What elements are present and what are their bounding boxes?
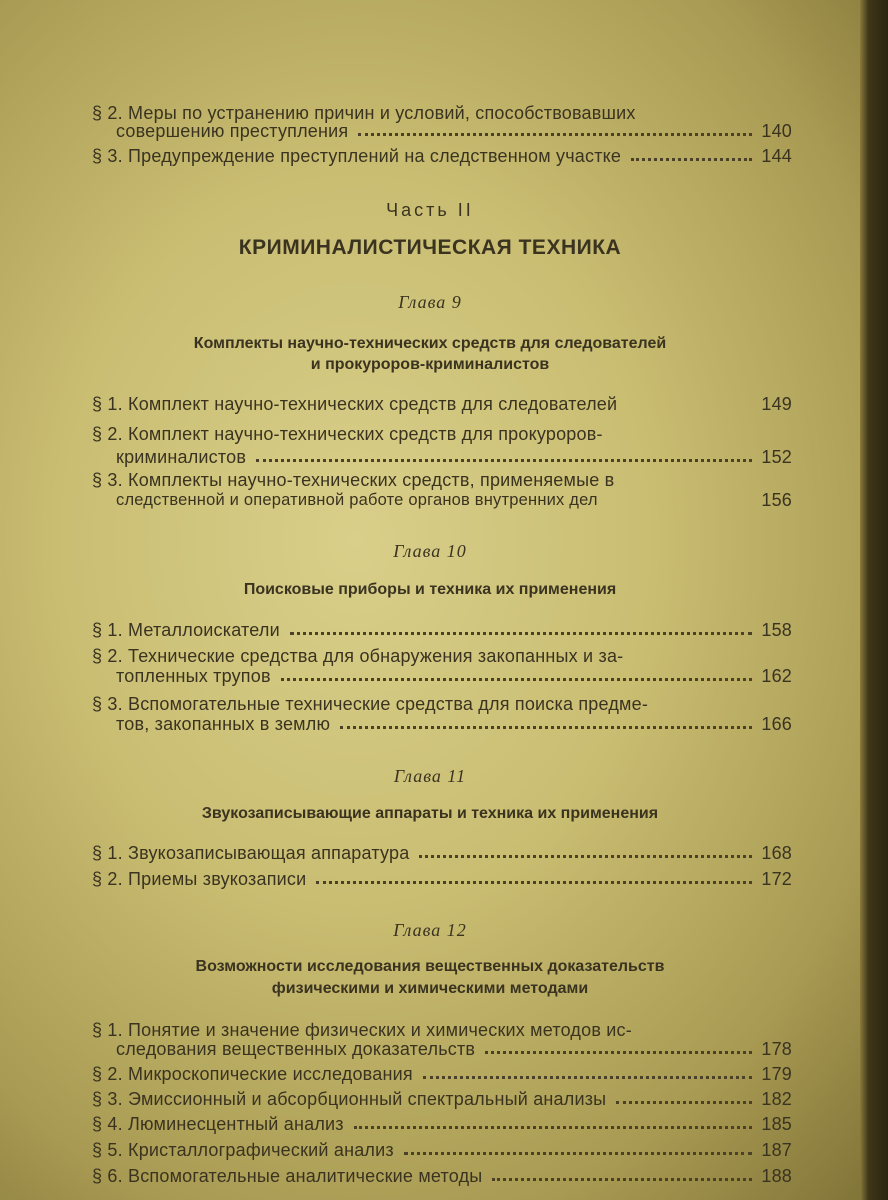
chapter-heading: Звукозаписывающие аппараты и техника их применения	[201, 805, 659, 822]
chapter-heading: Поисковые приборы и техника их применения	[243, 581, 617, 598]
toc-entry	[92, 393, 792, 415]
leader-dots	[419, 855, 752, 858]
chapter-heading: Комплекты научно-технических средств для следователей	[193, 335, 667, 352]
toc-entry-line: § 4. Люминесцентный анализ	[92, 1114, 344, 1134]
toc-entry-line: § 6. Вспомогательные аналитические методы	[92, 1166, 483, 1186]
toc-entry	[92, 619, 792, 641]
chapter-label: Глава 12	[393, 920, 467, 940]
leader-dots	[340, 726, 752, 729]
toc-entry-line: § 2. Меры по устранению причин и условий, способствовавших	[92, 103, 636, 123]
page-number: 188	[761, 1166, 792, 1186]
page-number: 149	[761, 394, 792, 414]
page-number: 172	[761, 869, 792, 889]
page-number: 158	[761, 620, 792, 640]
leader-dots	[281, 678, 752, 681]
toc-entry	[92, 1165, 792, 1187]
toc-entry-line: криминалистов	[116, 447, 247, 467]
toc-entry-line: § 2. Технические средства для обнаружения закопанных и за-	[92, 646, 624, 666]
toc-entry-line: § 3. Предупреждение преступлений на следственном участке	[92, 146, 622, 166]
toc-entry	[92, 1113, 792, 1135]
toc-entry	[92, 1088, 792, 1110]
page-number: 168	[761, 843, 792, 863]
part-label: Часть II	[386, 200, 474, 220]
page-number: 178	[761, 1039, 792, 1059]
page-number: 187	[761, 1140, 792, 1160]
leader-dots	[485, 1051, 752, 1054]
chapter-label: Глава 9	[398, 292, 462, 312]
leader-dots	[354, 1126, 752, 1129]
leader-dots	[616, 1101, 752, 1104]
leader-dots	[631, 158, 752, 161]
page-edge	[860, 0, 888, 1200]
toc-entry-line: § 3. Эмиссионный и абсорбционный спектральный анализы	[92, 1089, 607, 1109]
chapter-heading: Возможности исследования вещественных доказательств	[195, 958, 665, 975]
page-number: 140	[761, 121, 792, 141]
toc-entry	[92, 868, 792, 890]
page-number: 144	[761, 146, 792, 166]
toc-entry	[92, 842, 792, 864]
chapter-heading: и прокуроров-криминалистов	[310, 356, 550, 373]
toc-entry	[92, 1063, 792, 1085]
toc-entry	[116, 489, 792, 511]
toc-entry-line: тов, закопанных в землю	[116, 714, 331, 734]
toc-entry	[92, 1139, 792, 1161]
toc-entry-line: следования вещественных доказательств	[116, 1039, 476, 1059]
toc-entry-line: § 3. Вспомогательные технические средства для поиска предме-	[92, 694, 649, 714]
toc-entry-line: следственной и оперативной работе органов внутренних дел	[116, 491, 598, 509]
toc-entry-line: § 1. Комплект научно-технических средств для следователей	[92, 394, 618, 414]
toc-entry-line: § 3. Комплекты научно-технических средств, применяемые в	[92, 470, 615, 490]
toc-entry-line: топленных трупов	[116, 666, 271, 686]
toc-entry-line: § 2. Приемы звукозаписи	[92, 869, 307, 889]
toc-entry-line: совершению преступления	[116, 121, 349, 141]
toc-entry-line: § 1. Металлоискатели	[92, 620, 280, 640]
leader-dots	[256, 459, 752, 462]
leader-dots	[423, 1076, 752, 1079]
leader-dots	[404, 1152, 752, 1155]
chapter-label: Глава 10	[393, 541, 467, 561]
toc-entry	[116, 713, 792, 735]
leader-dots	[290, 632, 752, 635]
part-title: КРИМИНАЛИСТИЧЕСКАЯ ТЕХНИКА	[238, 236, 622, 259]
toc-entry	[116, 446, 792, 468]
toc-entry-line: § 5. Кристаллографический анализ	[92, 1140, 394, 1160]
leader-dots	[492, 1178, 752, 1181]
page-number: 156	[761, 490, 792, 510]
page-number: 182	[761, 1089, 792, 1109]
page-number: 179	[761, 1064, 792, 1084]
chapter-heading: физическими и химическими методами	[271, 980, 589, 997]
leader-dots	[358, 133, 752, 136]
toc-entry	[116, 1038, 792, 1060]
toc-entry-line: § 1. Звукозаписывающая аппаратура	[92, 843, 410, 863]
toc-entry-line: § 2. Микроскопические исследования	[92, 1064, 413, 1084]
chapter-label: Глава 11	[393, 766, 467, 786]
leader-dots	[316, 881, 752, 884]
toc-entry-line: § 1. Понятие и значение физических и химических методов ис-	[92, 1020, 632, 1040]
page-number: 185	[761, 1114, 792, 1134]
toc-entry	[116, 665, 792, 687]
toc-entry-line: § 2. Комплект научно-технических средств для прокуроров-	[92, 424, 603, 444]
page-number: 166	[761, 714, 792, 734]
toc-entry	[92, 145, 792, 167]
page-number: 162	[761, 666, 792, 686]
toc-entry	[116, 120, 792, 142]
page-number: 152	[761, 447, 792, 467]
